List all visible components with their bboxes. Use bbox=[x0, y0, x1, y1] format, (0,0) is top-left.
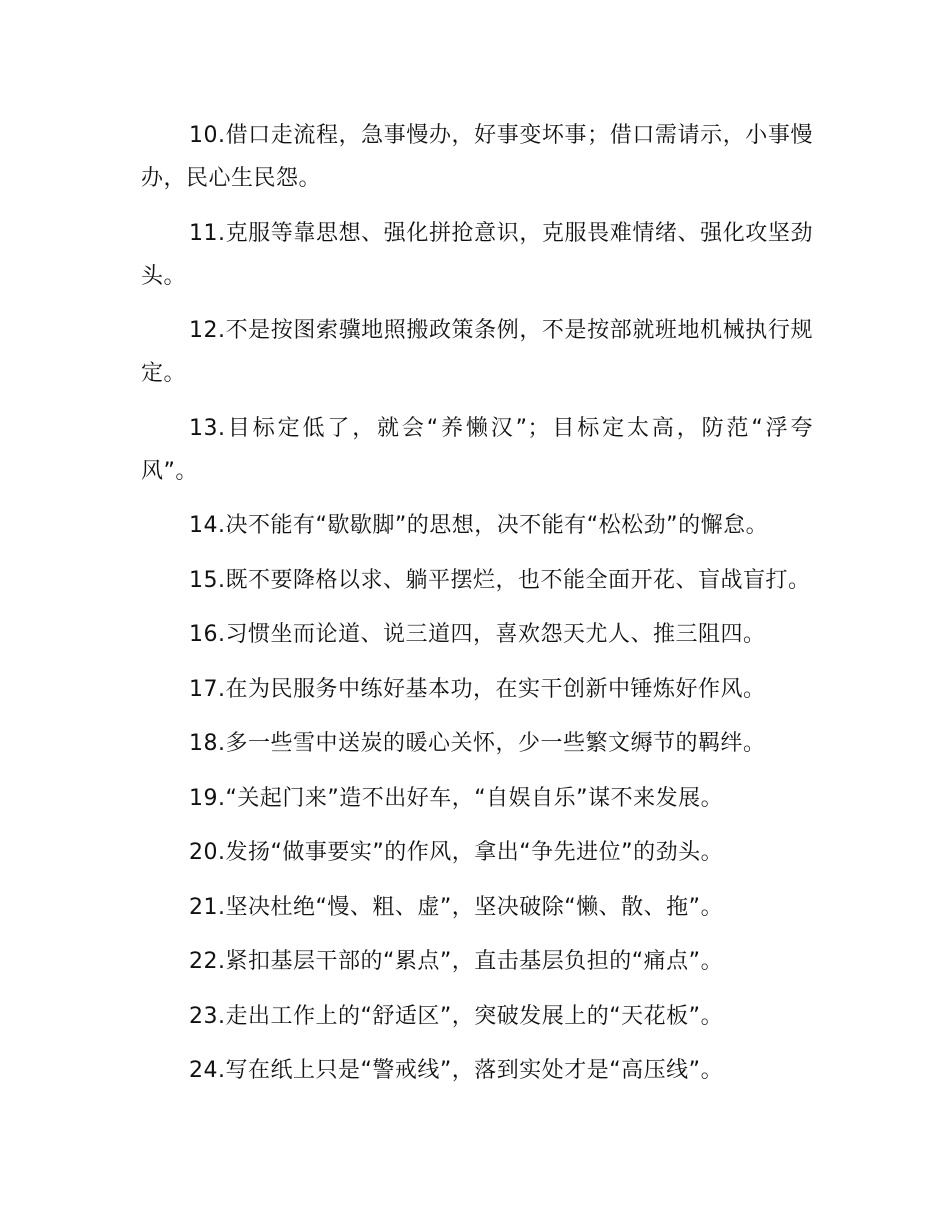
paragraph-21: 21.坚决杜绝“慢、粗、虚”，坚决破除“懒、散、拖”。 bbox=[189, 894, 724, 920]
paragraph-24: 24.写在纸上只是“警戒线”，落到实处才是“高压线”。 bbox=[189, 1058, 724, 1083]
paragraph-12: 12.不是按图索骥地照搬政策条例，不是按部就班地机械执行规定。 bbox=[141, 318, 813, 386]
paragraph-19: 19.“关起门来”造不出好车，“自娱自乐”谋不来发展。 bbox=[189, 785, 724, 811]
paragraph-13: 13.目标定低了，就会“养懒汉”；目标定太高，防范“浮夸风”。 bbox=[141, 415, 813, 484]
paragraph-17: 17.在为民服务中练好基本功，在实干创新中锤炼好作风。 bbox=[189, 676, 766, 702]
paragraph-16: 16.习惯坐而论道、说三道四，喜欢怨天尤人、推三阻四。 bbox=[189, 622, 766, 647]
paragraph-22: 22.紧扣基层干部的“累点”，直击基层负担的“痛点”。 bbox=[189, 949, 724, 974]
paragraph-20: 20.发扬“做事要实”的作风，拿出“争先进位”的劲头。 bbox=[189, 840, 724, 865]
paragraph-23: 23.走出工作上的“舒适区”，突破发展上的“天花板”。 bbox=[189, 1003, 724, 1029]
paragraph-11: 11.克服等靠思想、强化拼抢意识，克服畏难情绪、强化攻坚劲头。 bbox=[141, 220, 813, 289]
paragraph-14: 14.决不能有“歇歇脚”的思想，决不能有“松松劲”的懈怠。 bbox=[189, 513, 769, 538]
document-body bbox=[141, 114, 813, 1104]
paragraph-18: 18.多一些雪中送炭的暖心关怀，少一些繁文缛节的羁绊。 bbox=[189, 731, 766, 756]
paragraph-15: 15.既不要降格以求、躺平摆烂，也不能全面开花、盲战盲打。 bbox=[189, 567, 811, 593]
paragraph-10: 10.借口走流程，急事慢办，好事变坏事；借口需请示，小事慢办，民心生民怨。 bbox=[141, 123, 813, 191]
